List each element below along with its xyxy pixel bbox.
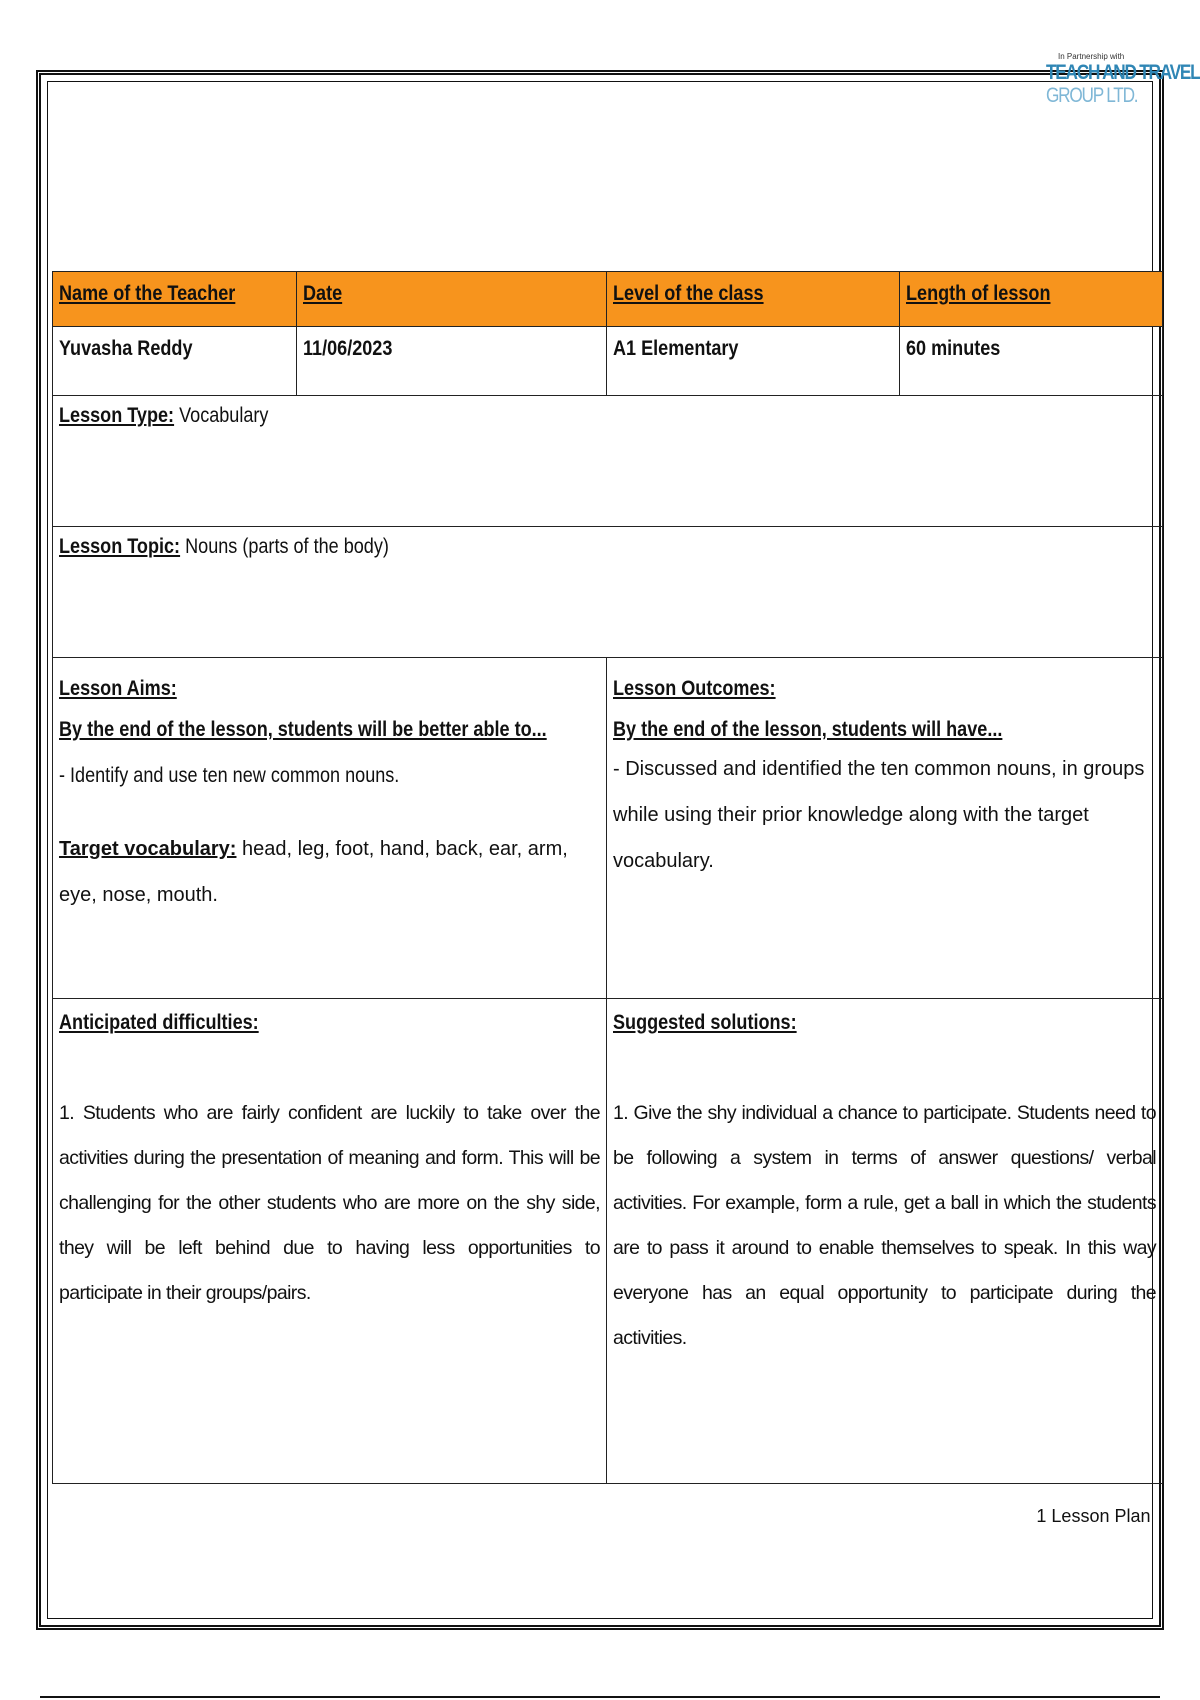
outcomes-cell [607, 658, 1163, 999]
aims-item: - Identify and use ten new common nouns. [59, 764, 400, 787]
date-value-cell [297, 327, 607, 396]
solutions-title: Suggested solutions: [613, 1011, 797, 1034]
teacher-value: Yuvasha Reddy [59, 337, 193, 360]
length-value: 60 minutes [906, 337, 1001, 360]
date-label: Date [303, 282, 343, 305]
difficulties-solutions-row [53, 999, 1163, 1484]
level-value: A1 Elementary [613, 337, 739, 360]
logo-small-text: In Partnership with [1058, 52, 1125, 61]
solutions-cell [607, 999, 1163, 1484]
outcomes-item: - Discussed and identified the ten common nouns, in groups while using their prior knowledge along with the target vocabulary. [613, 758, 1145, 872]
difficulties-text: 1. Students who are fairly confident are luckily to take over the activities during the presentation of meaning and form. This will be challenging for the other students who are more on the shy side, they will be left behind due to having less opportunities to participate in their groups/pairs. [59, 1102, 600, 1304]
aims-cell [53, 658, 607, 999]
level-header-cell [607, 272, 900, 327]
lesson-topic-label: Lesson Topic: [59, 535, 181, 558]
target-vocabulary-label: Target vocabulary: [59, 838, 237, 860]
length-header-cell [900, 272, 1163, 327]
level-value-cell [607, 327, 900, 396]
logo-line-2: GROUP LTD. [1046, 84, 1138, 107]
aims-title: Lesson Aims: [59, 677, 177, 700]
outcomes-title: Lesson Outcomes: [613, 677, 776, 700]
date-header-cell [297, 272, 607, 327]
bottom-rule [40, 1696, 1160, 1698]
teacher-value-cell [53, 327, 297, 396]
footer-row [53, 1484, 1163, 1609]
footer-cell [53, 1484, 1163, 1609]
target-vocabulary-value: head, leg, foot, hand, back, ear, arm, eye, nose, mouth. [59, 838, 568, 906]
logo-line-1: TEACH AND TRAVEL [1046, 61, 1200, 84]
lesson-type-value: Vocabulary [174, 404, 269, 427]
outcomes-subtitle: By the end of the lesson, students will have... [613, 718, 1003, 741]
lesson-plan-table [52, 271, 1163, 1608]
difficulties-title: Anticipated difficulties: [59, 1011, 259, 1034]
target-vocabulary [59, 826, 600, 918]
lesson-topic-row [53, 527, 1163, 658]
header-row [53, 272, 1163, 327]
length-label: Length of lesson [906, 282, 1051, 305]
aims-subtitle: By the end of the lesson, students will be better able to... [59, 718, 547, 741]
lesson-topic-cell [53, 527, 1163, 658]
lesson-type-label: Lesson Type: [59, 404, 175, 427]
date-value: 11/06/2023 [303, 337, 393, 360]
values-row [53, 327, 1163, 396]
solutions-text: 1. Give the shy individual a chance to participate. Students need to be following a system in terms of answer questions/ verbal activities. For example, form a rule, get a ball in which the students are to pass it around to enable themselves to speak. In this way everyone has an equal opportunity to participate during the activities. [613, 1102, 1156, 1349]
lesson-type-cell [53, 396, 1163, 527]
partner-logo [1046, 52, 1200, 107]
lesson-type-row [53, 396, 1163, 527]
difficulties-cell [53, 999, 607, 1484]
level-label: Level of the class [613, 282, 764, 305]
teacher-label: Name of the Teacher [59, 282, 236, 305]
page-label: 1 Lesson Plan [1036, 1506, 1151, 1526]
aims-outcomes-row [53, 658, 1163, 999]
length-value-cell [900, 327, 1163, 396]
teacher-header-cell [53, 272, 297, 327]
lesson-topic-value: Nouns (parts of the body) [180, 535, 389, 558]
